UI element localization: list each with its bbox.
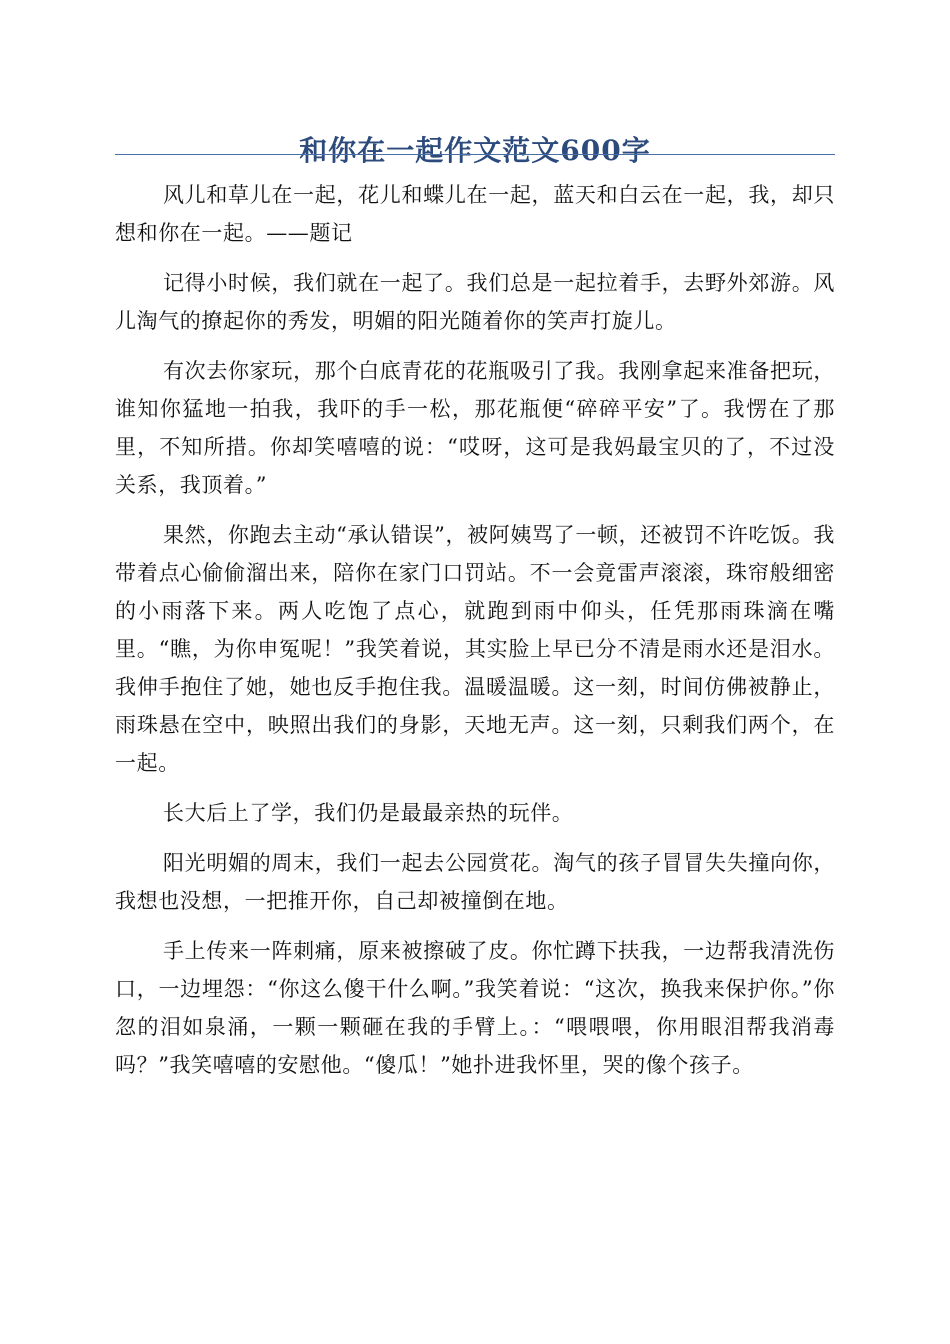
paragraph-rain: 果然，你跑去主动“承认错误”，被阿姨骂了一顿，还被罚不许吃饭。我带着点心偷偷溜出来，陪你在家门口罚站。不一会竟雷声滚滚，珠帘般细密的小雨落下来。两人吃饱了点心，就跑到雨中仰头，任凭那雨珠滴在嘴里。“瞧，为你申冤呢！”我笑着说，其实脸上早已分不清是雨水还是泪水。我伸手抱住了她，她也反手抱住我。温暖温暖。这一刻，时间仿佛被静止，雨珠悬在空中，映照出我们的身影，天地无声。这一刻，只剩我们两个，在一起。 (115, 523, 835, 775)
document-body (115, 176, 835, 1096)
paragraph-epigraph: 风儿和草儿在一起，花儿和蝶儿在一起，蓝天和白云在一起，我，却只想和你在一起。——题记 (115, 183, 835, 245)
paragraph-vase: 有次去你家玩，那个白底青花的花瓶吸引了我。我刚拿起来准备把玩，谁知你猛地一拍我，我吓的手一松，那花瓶便“碎碎平安”了。我愣在了那里，不知所措。你却笑嘻嘻的说：“哎呀，这可是我妈最宝贝的了，不过没关系，我顶着。” (115, 359, 835, 497)
paragraph-wound: 手上传来一阵刺痛，原来被擦破了皮。你忙蹲下扶我，一边帮我清洗伤口，一边埋怨：“你这么傻干什么啊。”我笑着说：“这次，换我来保护你。”你忽的泪如泉涌，一颗一颗砸在我的手臂上。：“喂喂喂，你用眼泪帮我消毒吗？”我笑嘻嘻的安慰他。“傻瓜！”她扑进我怀里，哭的像个孩子。 (115, 939, 835, 1077)
title-divider (115, 154, 835, 155)
document-title: 和你在一起作文范文600字 (299, 133, 651, 167)
paragraph-childhood: 记得小时候，我们就在一起了。我们总是一起拉着手，去野外郊游。风儿淘气的撩起你的秀发，明媚的阳光随着你的笑声打旋儿。 (115, 271, 835, 333)
paragraph-park: 阳光明媚的周末，我们一起去公园赏花。淘气的孩子冒冒失失撞向你，我想也没想，一把推开你，自己却被撞倒在地。 (115, 851, 835, 913)
paragraph-school: 长大后上了学，我们仍是最最亲热的玩伴。 (163, 801, 574, 825)
